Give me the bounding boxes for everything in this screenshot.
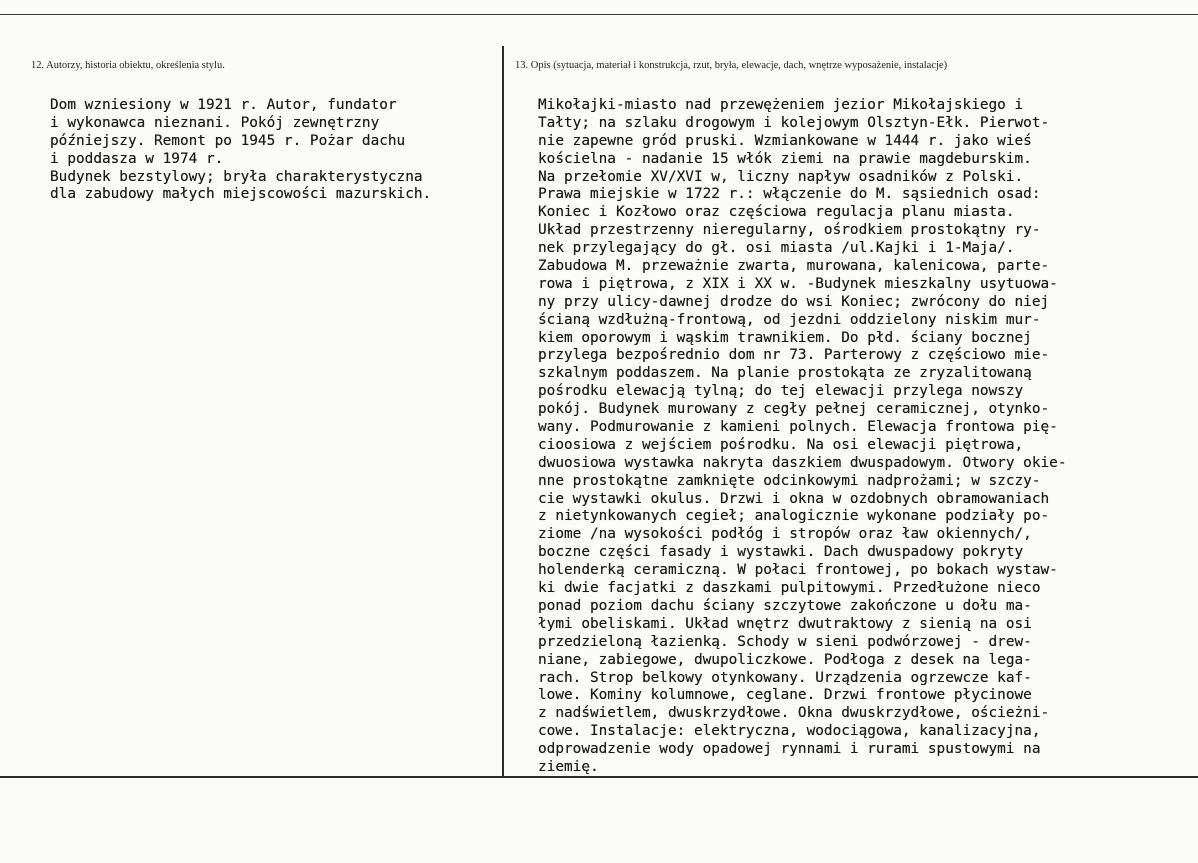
section-12-text-line: i wykonawca nieznani. Pokój zewnętrzny [50,114,380,131]
section-13-text-line: ny przy ulicy-dawnej drodze do wsi Koniec; zwrócony do niej [538,293,1050,310]
section-13-body [538,97,1188,777]
section-12-header: 12. Autorzy, historia obiektu, określenia stylu. [31,60,225,71]
section-13-text-line: niane, zabiegowe, dwupoliczkowe. Podłoga z desek na lega- [538,651,1032,668]
section-13-text-line: pośrodku elewacją tylną; do tej elewacji przylega nowszy [538,383,1024,400]
section-13-text-line: szkalnym poddaszem. Na planie prostokąta ze zryzalitowaną [538,365,1032,382]
section-13-text-line: kiem oporowym i wąskim trawnikiem. Do płd. ściany bocznej [538,329,1032,346]
section-13-text-line: ponad poziom dachu ściany szczytowe zakończone u dołu ma- [538,597,1032,614]
section-13-text-line: nek przylegający do gł. osi miasta /ul.Kajki i 1-Maja/. [538,240,1015,257]
section-13-text-line: wany. Podmurowanie z kamieni polnych. Elewacja frontowa pię- [538,419,1058,436]
section-13-text-line: ziome /na wysokości podłóg i stropów oraz ław okiennych/, [538,526,1032,543]
section-13-text-line: pokój. Budynek murowany z cegły pełnej ceramicznej, otynko- [538,401,1050,418]
section-13-text-line: lowe. Kominy kolumnowe, ceglane. Drzwi frontowe płycinowe [538,687,1032,704]
section-13-text-line: rowa i piętrowa, z XIX i XX w. -Budynek mieszkalny usytuowa- [538,275,1058,292]
section-12-text-line: Dom wzniesiony w 1921 r. Autor, fundator [50,97,397,113]
section-13-text-line: dwuosiowa wystawka nakryta daszkiem dwuspadowym. Otwory okie- [538,454,1067,471]
top-rule [0,14,1198,15]
section-13-text-line: odprowadzenie wody opadowej rynnami i rurami spustowymi na [538,741,1041,758]
section-13-text-line: przedzieloną łazienką. Schody w sieni podwórzowej - drew- [538,633,1032,650]
section-13-text-line: cie wystawki okulus. Drzwi i okna w ozdobnych obramowaniach [538,490,1050,507]
section-13-text-line: ziemię. [538,758,599,775]
section-12-text-line: Budynek bezstylowy; bryła charakterystyczna [50,168,423,185]
section-13-text-line: Tałty; na szlaku drogowym i kolejowym Olsztyn-Ełk. Pierwot- [538,114,1050,131]
section-13-text-line: Mikołajki-miasto nad przewężeniem jezior Mikołajskiego i [538,97,1024,113]
section-13-text-line: Koniec i Kozłowo oraz częściowa regulacja planu miasta. [538,204,1015,221]
section-13-header: 13. Opis (sytuacja, materiał i konstrukcja, rzut, bryła, elewacje, dach, wnętrze wyposażenie, instalacje) [515,60,948,71]
section-13-text-line: ki dwie facjatki z daszkami pulpitowymi. Przedłużone nieco [538,580,1041,597]
section-12-body [50,97,500,204]
section-13-text-line: rach. Strop belkowy otynkowany. Urządzenia ogrzewcze kaf- [538,669,1032,686]
section-13-text-line: Układ przestrzenny nieregularny, ośrodkiem prostokątny ry- [538,222,1041,239]
section-13-text-line: holenderką ceramiczną. W połaci frontowej, po bokach wystaw- [538,562,1058,579]
section-13-text-line: z nietynkowanych cegieł; analogicznie wykonane podziały po- [538,508,1050,525]
section-13-text-line: Na przełomie XV/XVI w, liczny napływ osadników z Polski. [538,168,1024,185]
section-13-text-line: kościelna - nadanie 15 włók ziemi na prawie magdeburskim. [538,150,1032,167]
section-13-text-line: z nadświetlem, dwuskrzydłowe. Okna dwuskrzydłowe, ościeżni- [538,705,1050,722]
section-12-text-line: i poddasza w 1974 r. [50,150,224,167]
section-13-text-line: przylega bezpośrednio dom nr 73. Parterowy z częściowo mie- [538,347,1050,364]
section-13-text-line: boczne części fasady i wystawki. Dach dwuspadowy pokryty [538,544,1024,561]
section-13-text-line: ścianą wzdłużną-frontową, od jezdni oddzielony niskim mur- [538,311,1041,328]
section-13-text-line: nie zapewne gród pruski. Wzmiankowane w 1444 r. jako wieś [538,132,1032,149]
section-12-text-line: późniejszy. Remont po 1945 r. Pożar dachu [50,132,406,149]
section-13-text-line: Zabudowa M. przeważnie zwarta, murowana, kalenicowa, parte- [538,258,1050,275]
section-13-text-line: cowe. Instalacje: elektryczna, wodociągowa, kanalizacyjna, [538,723,1041,740]
column-divider [502,46,504,778]
section-13-text-line: Prawa miejskie w 1722 r.: włączenie do M. sąsiednich osad: [538,186,1041,203]
section-13-text-line: łymi obeliskami. Układ wnętrz dwutraktowy z sienią na osi [538,615,1032,632]
section-13-text-line: nne prostokątne zamknięte odcinkowymi nadprożami; w szczy- [538,472,1041,489]
section-13-text-line: cioosiowa z wejściem pośrodku. Na osi elewacji piętrowa, [538,436,1024,453]
section-12-text-line: dla zabudowy małych miejscowości mazurskich. [50,186,432,203]
